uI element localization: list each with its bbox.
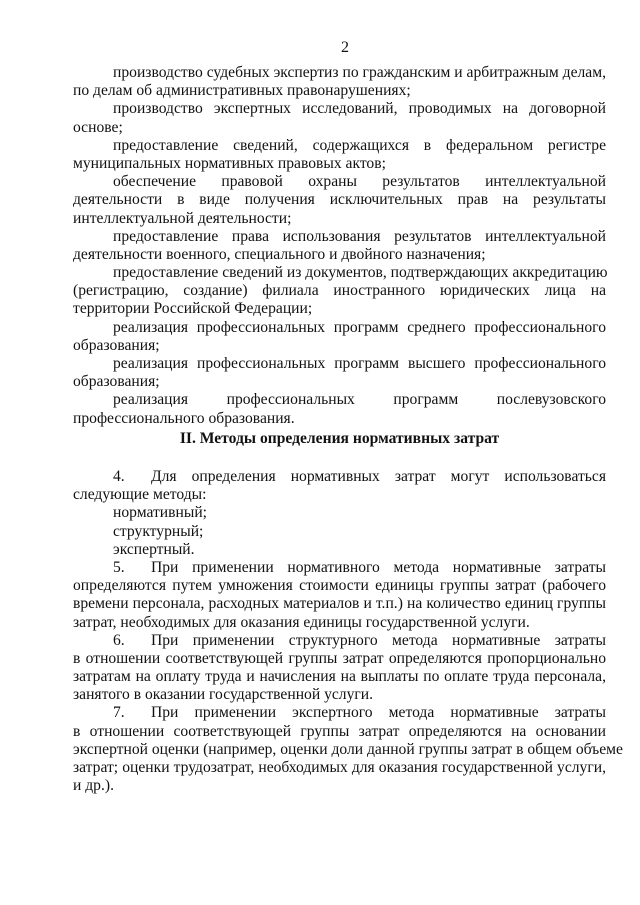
paragraph-line: по делам об административных правонарушениях; [73, 82, 411, 100]
paragraph-line: занятого в оказании государственной услуги. [73, 686, 374, 704]
paragraph-line: предоставление права использования результатов интеллектуальной [113, 227, 606, 245]
paragraph-line: предоставление сведений из документов, подтверждающих аккредитацию [113, 264, 608, 282]
paragraph-line: в отношении соответствующей группы затрат определяются на основании [73, 722, 606, 740]
paragraph-number: 5. [113, 558, 125, 576]
paragraph-line: обеспечение правовой охраны результатов интеллектуальной [113, 173, 606, 191]
section-heading: II. Методы определения нормативных затрат [179, 430, 500, 447]
paragraph-line: определяются путем умножения стоимости единицы группы затрат (рабочего [73, 577, 606, 595]
paragraph-line [73, 704, 606, 722]
methods-section [73, 468, 623, 795]
paragraph-line: территории Российской Федерации; [73, 300, 313, 318]
paragraph-line: затрат, необходимых для оказания единицы государственной услуги. [73, 613, 530, 631]
paragraph-line: в отношении соответствующей группы затрат определяются пропорционально [73, 649, 606, 667]
paragraph-line: предоставление сведений, содержащихся в федеральном регистре [113, 136, 606, 154]
paragraph-line [73, 468, 606, 486]
paragraph-number: 6. [113, 631, 125, 649]
paragraph-line: затратам на оплату труда и начисления на выплаты по оплате труда персонала, [73, 668, 606, 686]
paragraph-line: профессионального образования. [73, 409, 295, 427]
paragraph-line: интеллектуальной деятельности; [73, 209, 292, 227]
paragraph-line: производство экспертных исследований, проводимых на договорной [113, 100, 606, 118]
paragraph-line: реализация профессиональных программ послевузовского [113, 391, 606, 409]
paragraph-line: образования; [73, 336, 160, 354]
paragraph-line: реализация профессиональных программ среднего профессионального [113, 318, 606, 336]
paragraph-line: муниципальных нормативных правовых актов; [73, 154, 386, 172]
paragraph-line: (регистрацию, создание) филиала иностранного юридических лица на [73, 282, 606, 300]
paragraph-text: При применении структурного метода нормативные затраты [151, 631, 606, 649]
paragraph-line: следующие методы: [73, 486, 207, 504]
paragraph-line [73, 632, 606, 650]
paragraph-line: производство судебных экспертиз по гражданским и арбитражным делам, [113, 64, 606, 81]
paragraph-line: деятельности военного, специального и двойного назначения; [73, 245, 486, 263]
paragraph-line: затрат; оценки трудозатрат, необходимых для оказания государственной услуги, [73, 759, 606, 776]
paragraph-text: Для определения нормативных затрат могут использоваться [151, 468, 606, 485]
paragraph-line: деятельности в виде получения исключительных прав на результаты [73, 191, 606, 209]
paragraph-number: 7. [113, 704, 125, 722]
page-number: 2 [341, 39, 349, 56]
method-item: структурный; [113, 522, 204, 540]
paragraph-text: При применении экспертного метода нормативные затраты [151, 704, 606, 722]
paragraph-number: 4. [113, 468, 125, 485]
paragraph-line: основе; [73, 118, 123, 136]
paragraph-line: реализация профессиональных программ высшего профессионального [113, 355, 606, 372]
method-item: нормативный; [113, 504, 208, 522]
paragraph-line: и др.). [73, 777, 114, 795]
paragraph-line: образования; [73, 373, 160, 391]
paragraph-text: При применении нормативного метода нормативные затраты [151, 558, 606, 576]
paragraph-line [73, 559, 606, 577]
paragraph-line: экспертной оценки (например, оценки доли данной группы затрат в общем объеме [73, 740, 623, 758]
method-item: экспертный. [113, 540, 195, 558]
services-list [73, 64, 606, 428]
paragraph-line: времени персонала, расходных материалов и т.п.) на количество единиц группы [73, 595, 606, 613]
